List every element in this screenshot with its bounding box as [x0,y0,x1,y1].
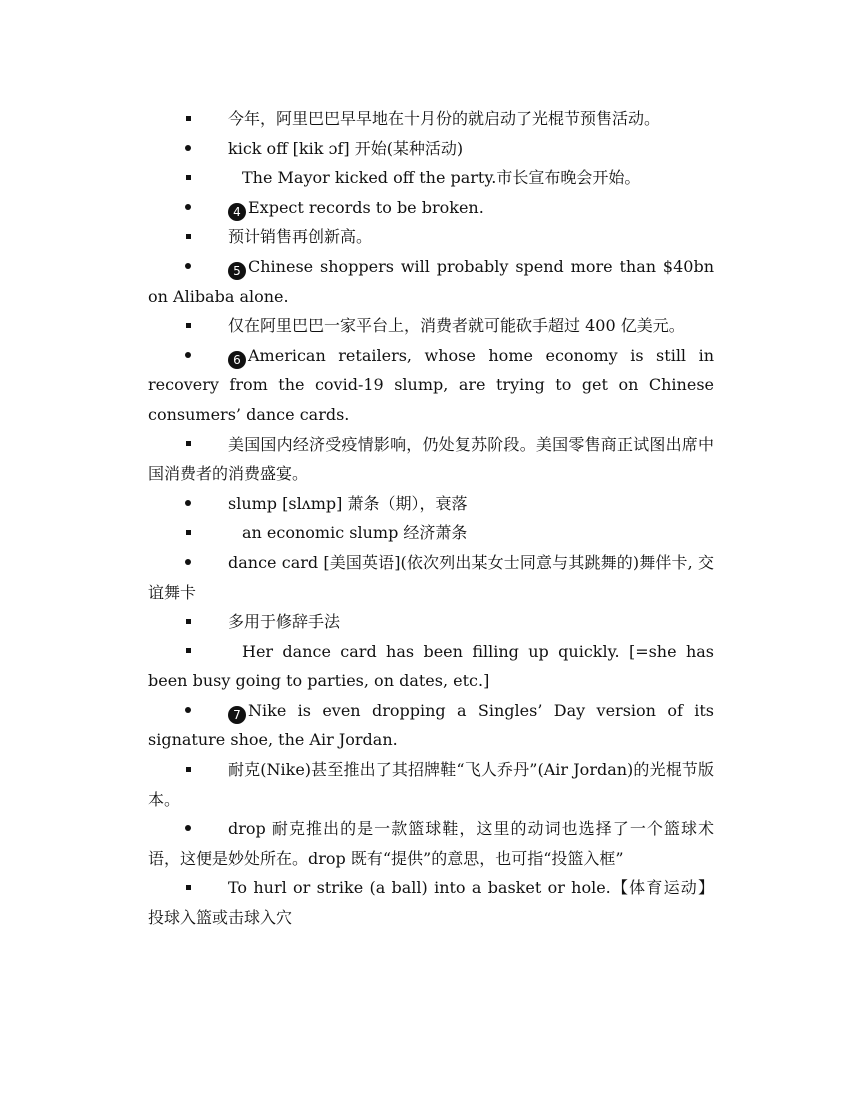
square-bullet-icon [182,222,194,252]
bullet-item [148,814,714,873]
bullet-item [148,193,714,223]
round-bullet-icon [182,193,194,223]
square-bullet-icon [182,518,194,548]
bullet-item [148,548,714,607]
square-bullet-icon [182,430,194,460]
sub-bullet-item [148,518,714,548]
round-bullet-icon [182,548,194,578]
circled-number-badge: 6 [228,351,246,369]
round-bullet-icon [182,134,194,164]
bullet-item [148,341,714,430]
sub-bullet-item [148,311,714,341]
circled-number-badge: 5 [228,262,246,280]
item-text: Chinese shoppers will probably spend more than $40bn on Alibaba alone. [148,256,714,306]
sub-bullet-item [148,104,714,134]
item-text: 多用于修辞手法 [228,612,341,632]
item-text: Nike is even dropping a Singles’ Day version of its signature shoe, the Air Jordan. [148,700,714,750]
item-text: dance card [美国英语](依次列出某女士同意与其跳舞的)舞伴卡, 交谊舞卡 [148,552,714,602]
item-text: Expect records to be broken. [248,197,484,217]
sub-bullet-item [148,637,714,696]
document-page [148,104,714,933]
item-text: 耐克(Nike)甚至推出了其招牌鞋“飞人乔丹”(Air Jordan)的光棍节版本。 [148,760,714,809]
sub-bullet-item [148,222,714,252]
item-text: 今年，阿里巴巴早早地在十月份的就启动了光棍节预售活动。 [228,109,661,128]
round-bullet-icon [182,252,194,282]
sub-bullet-item [148,430,714,489]
round-bullet-icon [182,341,194,371]
round-bullet-icon [182,489,194,519]
item-text: Her dance card has been filling up quickly. [=she has been busy going to parties, on dates, etc.] [148,641,714,691]
bullet-item [148,696,714,755]
item-text: 预计销售再创新高。 [228,227,373,247]
item-text: kick off [kik ɔf] 开始(某种活动) [228,138,464,158]
round-bullet-icon [182,814,194,844]
circled-number-badge: 4 [228,203,246,221]
round-bullet-icon [182,696,194,726]
sub-bullet-item [148,163,714,193]
bullet-item [148,134,714,164]
sub-bullet-item [148,755,714,814]
square-bullet-icon [182,637,194,667]
item-text: 美国国内经济受疫情影响，仍处复苏阶段。美国零售商正试图出席中国消费者的消费盛宴。 [148,434,714,484]
square-bullet-icon [182,104,194,134]
item-text: The Mayor kicked off the party.市长宣布晚会开始。 [242,168,641,188]
item-text: drop 耐克推出的是一款篮球鞋，这里的动词也选择了一个篮球术语，这便是妙处所在。drop 既有“提供”的意思，也可指“投篮入框” [148,819,714,868]
item-text: an economic slump 经济萧条 [242,523,468,543]
circled-number-badge: 7 [228,706,246,724]
sub-bullet-item [148,607,714,637]
item-text: American retailers, whose home economy is still in recovery from the covid-19 slump, are trying to get on Chinese consumers’ dance cards. [148,345,714,424]
square-bullet-icon [182,873,194,903]
bullet-item [148,489,714,519]
item-text: To hurl or strike (a ball) into a basket or hole.【体育运动】 投球入篮或击球入穴 [148,878,714,928]
square-bullet-icon [182,607,194,637]
bullet-item [148,252,714,311]
item-text: 仅在阿里巴巴一家平台上，消费者就可能砍手超过 400 亿美元。 [228,316,685,336]
item-text: slump [slʌmp] 萧条（期），衰落 [228,493,468,513]
square-bullet-icon [182,755,194,785]
square-bullet-icon [182,163,194,193]
square-bullet-icon [182,311,194,341]
sub-bullet-item [148,873,714,932]
